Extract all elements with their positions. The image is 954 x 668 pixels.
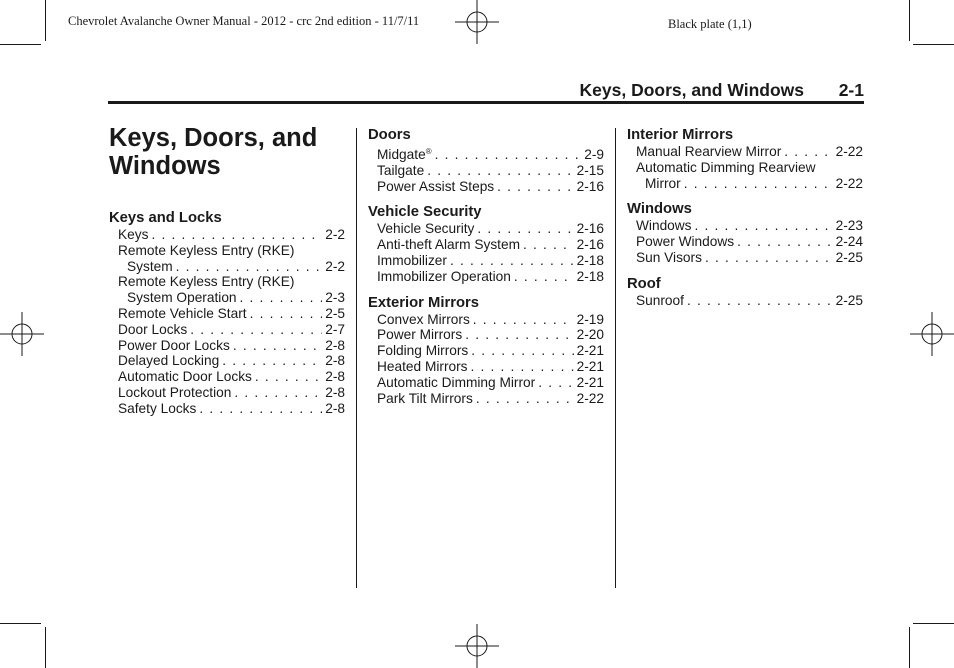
toc-entry[interactable]: Delayed Locking . . . 2-8	[109, 353, 345, 369]
toc-entry[interactable]: Safety Locks . . . 2-8	[109, 401, 345, 417]
registration-mark-icon	[455, 0, 499, 44]
crop-mark	[45, 0, 46, 41]
toc-column-3	[627, 127, 863, 309]
toc-entry[interactable]: Vehicle Security . . . 2-16	[368, 221, 604, 237]
toc-entry[interactable]: Convex Mirrors . . . 2-19	[368, 312, 604, 328]
toc-heading-windows: Windows	[627, 201, 692, 218]
print-header: Chevrolet Avalanche Owner Manual - 2012 - crc 2nd edition - 11/7/11	[68, 14, 420, 28]
toc-entry-first-line[interactable]: Automatic Dimming Rearview	[636, 159, 816, 175]
column-divider	[615, 128, 616, 588]
toc-entry[interactable]: Immobilizer Operation . . . 2-18	[368, 269, 604, 285]
toc-heading-vehicle-security: Vehicle Security	[368, 204, 482, 221]
toc-entry[interactable]: Lockout Protection . . . 2-8	[109, 385, 345, 401]
plate-label: Black plate (1,1)	[668, 17, 752, 31]
crop-mark	[913, 623, 954, 624]
toc-entry[interactable]: Heated Mirrors . . . 2-21	[368, 359, 604, 375]
toc-heading-doors: Doors	[368, 127, 411, 143]
toc-heading-exterior-mirrors: Exterior Mirrors	[368, 294, 480, 311]
registration-mark-icon	[0, 312, 44, 356]
registered-mark: ®	[425, 147, 432, 156]
toc-entry[interactable]: Sunroof . . . 2-25	[627, 293, 863, 309]
toc-heading-keys-and-locks: Keys and Locks	[109, 210, 222, 226]
toc-column-2	[368, 127, 604, 406]
registration-mark-icon	[455, 624, 499, 668]
chapter-title: Keys, Doors, and Windows	[109, 124, 318, 180]
toc-entry[interactable]: Automatic Dimming Mirror . . . 2-21	[368, 375, 604, 391]
toc-entry[interactable]: Tailgate . . . 2-15	[368, 163, 604, 179]
toc-entry[interactable]: Door Locks . . . 2-7	[109, 322, 345, 338]
toc-entry[interactable]: Power Door Locks . . . 2-8	[109, 338, 345, 354]
toc-entry[interactable]: Sun Visors . . . 2-25	[627, 250, 863, 266]
header-rule	[108, 101, 864, 104]
crop-mark	[45, 627, 46, 668]
toc-entry[interactable]: Immobilizer . . . 2-18	[368, 253, 604, 269]
toc-entry[interactable]: System . . . 2-2	[109, 259, 345, 275]
crop-mark	[0, 44, 41, 45]
toc-entry[interactable]: Power Windows . . . 2-24	[627, 234, 863, 250]
toc-entry[interactable]: Manual Rearview Mirror . . . 2-22	[627, 144, 863, 160]
crop-mark	[909, 0, 910, 41]
crop-mark	[909, 627, 910, 668]
registration-mark-icon	[910, 312, 954, 356]
toc-entry[interactable]: Park Tilt Mirrors . . . 2-22	[368, 391, 604, 407]
toc-column-1	[109, 210, 345, 417]
running-head	[108, 80, 864, 102]
toc-entry-first-line[interactable]: Remote Keyless Entry (RKE)	[118, 242, 295, 258]
toc-entry[interactable]: Windows . . . 2-23	[627, 218, 863, 234]
toc-entry[interactable]: Remote Vehicle Start . . . 2-5	[109, 306, 345, 322]
toc-heading-roof: Roof	[627, 275, 661, 292]
running-head-section: Keys, Doors, and Windows	[579, 80, 804, 100]
toc-entry[interactable]: Midgate® . . . 2-9	[368, 144, 604, 163]
column-divider	[356, 128, 357, 588]
toc-entry[interactable]: System Operation . . . 2-3	[109, 290, 345, 306]
toc-entry[interactable]: Power Assist Steps . . . 2-16	[368, 179, 604, 195]
toc-entry[interactable]: Keys . . . 2-2	[109, 227, 345, 243]
toc-entry[interactable]: Automatic Door Locks . . . 2-8	[109, 369, 345, 385]
crop-mark	[0, 623, 41, 624]
toc-entry[interactable]: Power Mirrors . . . 2-20	[368, 327, 604, 343]
toc-heading-interior-mirrors: Interior Mirrors	[627, 127, 734, 143]
crop-mark	[913, 44, 954, 45]
toc-entry[interactable]: Anti-theft Alarm System . . . 2-16	[368, 237, 604, 253]
page-number: 2-1	[838, 80, 864, 100]
toc-entry-first-line[interactable]: Remote Keyless Entry (RKE)	[118, 274, 295, 290]
toc-entry[interactable]: Mirror . . . 2-22	[627, 176, 863, 192]
toc-entry[interactable]: Folding Mirrors . . . 2-21	[368, 343, 604, 359]
